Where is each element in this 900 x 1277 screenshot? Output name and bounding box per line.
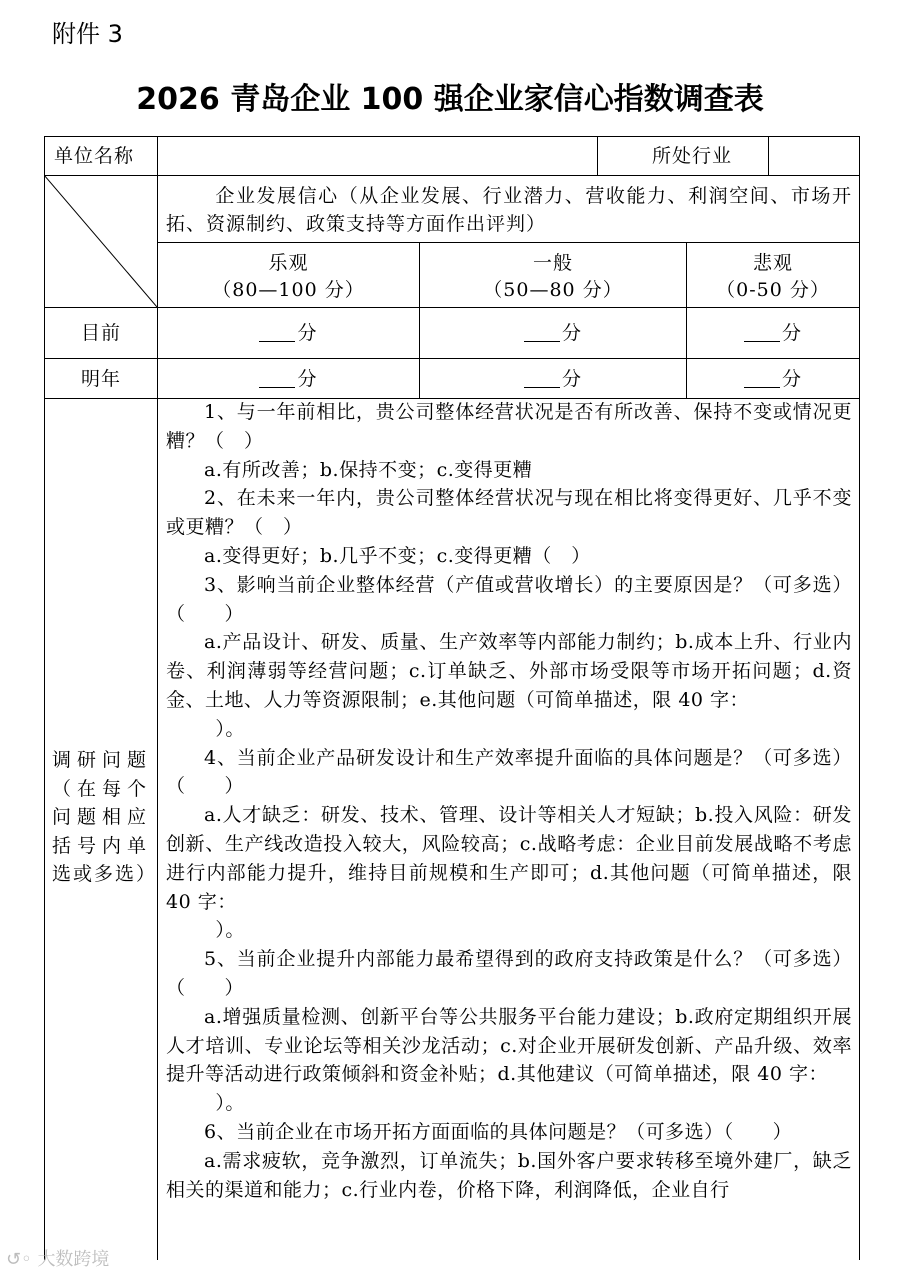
table-rule bbox=[44, 175, 860, 176]
question-4: 4、当前企业产品研发设计和生产效率提升面临的具体问题是？（可多选）（ ） bbox=[166, 746, 852, 798]
score-next-pessimistic[interactable] bbox=[687, 368, 859, 390]
answer-options-6: a.需求疲软，竞争激烈，订单流失；b.国外客户要求转移至境外建厂，缺乏相关的渠道和能力；c.行业内卷，价格下降，利润降低，企业自行 bbox=[166, 1149, 852, 1201]
industry-field[interactable] bbox=[769, 137, 858, 174]
answer-options-4: a.人才缺乏：研发、技术、管理、设计等相关人才短缺；b.投入风险：研发创新、生产线改造投入较大，风险较高；c.战略考虑：企业目前发展战略不考虑进行内部能力提升，维持目前规模和生产即可；d.其他问题（可简单描述，限 40 字： bbox=[166, 804, 852, 913]
answer-options-5: a.增强质量检测、创新平台等公共服务平台能力建设；b.政府定期组织开展人才培训、专业论坛等相关沙龙活动；c.对企业开展研发创新、产品升级、效率提升等活动进行政策倾斜和资金补贴；d.其他建议（可简单描述，限 40 字： bbox=[166, 1005, 852, 1086]
score-unit: 分 bbox=[561, 368, 582, 390]
answer-close-3: ）。 bbox=[215, 717, 245, 740]
table-border-right bbox=[859, 136, 860, 1260]
score-unit: 分 bbox=[297, 368, 318, 390]
table-rule bbox=[44, 358, 860, 359]
row-label-next-year: 明年 bbox=[80, 368, 121, 390]
question-6: 6、当前企业在市场开拓方面面临的具体问题是？（可多选）（ ） bbox=[204, 1120, 793, 1143]
answer-options-1: a.有所改善；b.保持不变；c.变得更糟 bbox=[204, 458, 533, 481]
level-name: 一般 bbox=[532, 252, 573, 274]
answer-close-5: ）。 bbox=[215, 1092, 245, 1115]
question-2: 2、在未来一年内，贵公司整体经营状况与现在相比将变得更好、几乎不变或更糟？（ ） bbox=[166, 487, 852, 539]
table-rule bbox=[44, 307, 860, 308]
score-blank[interactable] bbox=[524, 323, 560, 342]
score-current-optimistic[interactable] bbox=[158, 322, 419, 344]
industry-label: 所处行业 bbox=[652, 145, 733, 167]
score-blank[interactable] bbox=[744, 323, 780, 342]
table-rule bbox=[157, 136, 158, 1260]
score-next-optimistic[interactable] bbox=[158, 368, 419, 390]
confidence-intro: 企业发展信心（从企业发展、行业潜力、营收能力、利润空间、市场开拓、资源制约、政策支持等方面作出评判） bbox=[166, 185, 852, 235]
score-blank[interactable] bbox=[744, 369, 780, 388]
question-3: 3、影响当前企业整体经营（产值或营收增长）的主要原因是？（可多选）（ ） bbox=[166, 573, 852, 625]
table-rule bbox=[157, 242, 860, 243]
survey-questions bbox=[166, 398, 852, 1204]
table-rule bbox=[597, 136, 598, 175]
survey-side-label: 调研问题（在每个问题相应括号内单选或多选） bbox=[52, 749, 158, 886]
level-range: （0-50 分） bbox=[716, 279, 830, 301]
score-current-neutral[interactable] bbox=[420, 322, 686, 344]
level-optimistic bbox=[158, 250, 419, 304]
watermark-logo-icon: ↺◦ bbox=[6, 1249, 32, 1270]
score-unit: 分 bbox=[561, 322, 582, 344]
score-blank[interactable] bbox=[259, 323, 295, 342]
unit-name-label: 单位名称 bbox=[54, 145, 135, 167]
score-blank[interactable] bbox=[259, 369, 295, 388]
level-name: 乐观 bbox=[268, 252, 309, 274]
page-title: 2026 青岛企业 100 强企业家信心指数调查表 bbox=[136, 82, 764, 117]
score-unit: 分 bbox=[781, 322, 802, 344]
unit-name-field[interactable] bbox=[158, 137, 596, 174]
level-pessimistic bbox=[687, 250, 859, 304]
score-current-pessimistic[interactable] bbox=[687, 322, 859, 344]
question-1: 1、与一年前相比，贵公司整体经营状况是否有所改善、保持不变或情况更糟？（ ） bbox=[166, 401, 852, 452]
answer-options-2: a.变得更好；b.几乎不变；c.变得更糟（ ） bbox=[204, 544, 591, 567]
answer-options-3: a.产品设计、研发、质量、生产效率等内部能力制约；b.成本上升、行业内卷、利润薄弱等经营问题；c.订单缺乏、外部市场受限等市场开拓问题；d.资金、土地、人力等资源限制；e.其他问题（可简单描述，限 40 字： bbox=[166, 631, 852, 711]
watermark bbox=[6, 1245, 109, 1271]
level-name: 悲观 bbox=[752, 252, 793, 274]
attachment-label: 附件 3 bbox=[52, 20, 123, 48]
score-unit: 分 bbox=[781, 368, 802, 390]
level-range: （50—80 分） bbox=[483, 279, 623, 301]
diagonal-header-cell bbox=[44, 175, 157, 307]
score-blank[interactable] bbox=[524, 369, 560, 388]
watermark-text: 大数跨境 bbox=[37, 1249, 110, 1270]
question-5: 5、当前企业提升内部能力最希望得到的政府支持政策是什么？（可多选）（ ） bbox=[166, 948, 852, 999]
answer-close-4: ）。 bbox=[215, 919, 245, 942]
score-unit: 分 bbox=[297, 322, 318, 344]
score-next-neutral[interactable] bbox=[420, 368, 686, 390]
row-label-current: 目前 bbox=[80, 322, 121, 344]
level-neutral bbox=[420, 250, 686, 304]
level-range: （80—100 分） bbox=[212, 279, 365, 301]
